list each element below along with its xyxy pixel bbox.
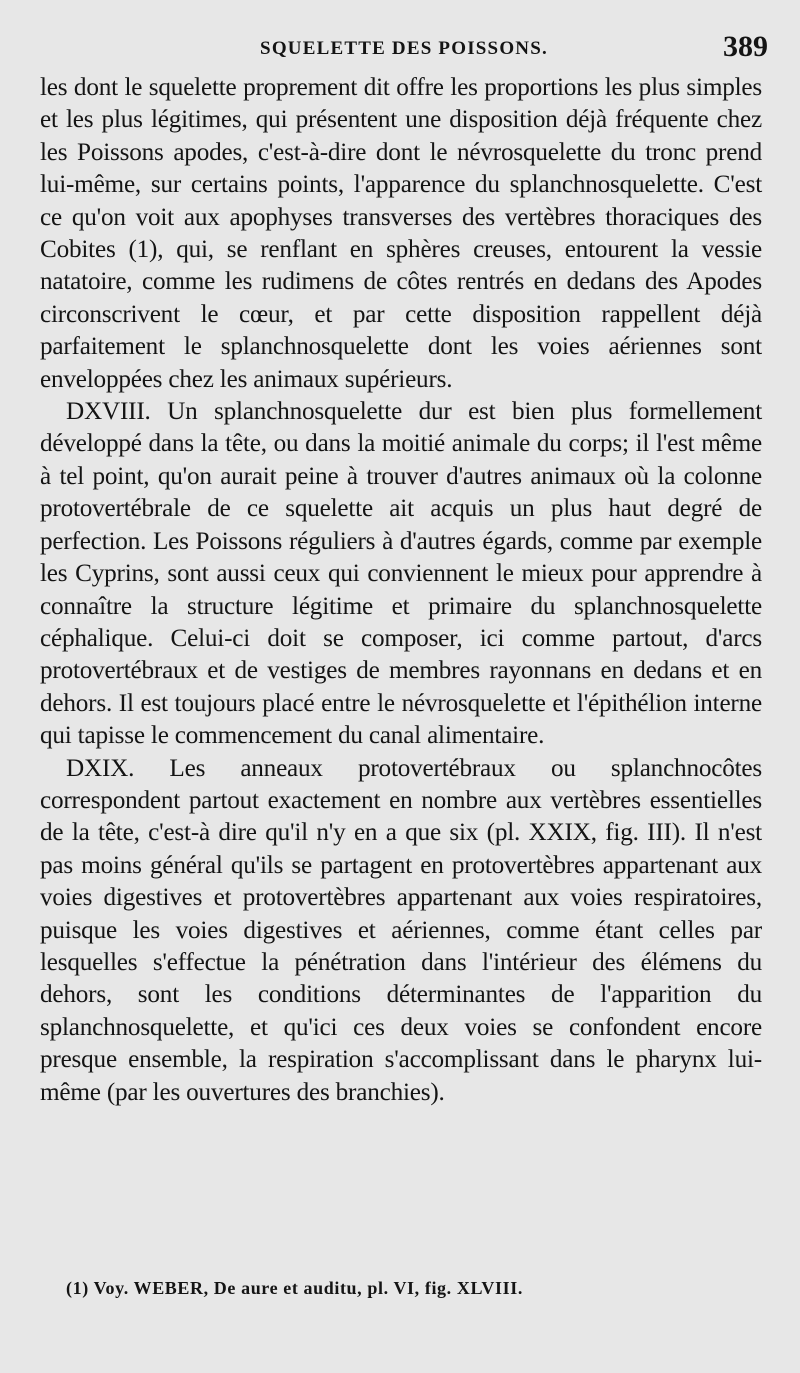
footnote: (1) Voy. WEBER, De aure et auditu, pl. VI, fig. XLVIII. — [66, 1278, 523, 1298]
page-number: 389 — [723, 30, 768, 63]
running-title: SQUELETTE DES POISSONS. — [260, 38, 548, 59]
body-text — [40, 72, 762, 1109]
paragraph-dxix: DXIX. Les anneaux protovertébraux ou splanchnocôtes correspondent partout exactement en nombre aux vertèbres essentielles de la tête, c'est-à dire qu'il n'y en a que six (pl. XXIX, fig. III). Il n'est pas moins général qu'ils se partagent en protovertèbres appartenant aux voies digestives et protovertèbres appartenant aux voies respiratoires, puisque les voies digestives et aériennes, comme étant celles par lesquelles s'effectue la pénétration dans l'intérieur des élémens du dehors, sont les conditions déterminantes de l'apparition du splanchnosquelette, et qu'ici ces deux voies se confondent encore presque ensemble, la respiration s'accomplissant dans le pharynx lui-même (par les ouvertures des branchies). — [40, 754, 762, 1106]
paragraph-dxviii: DXVIII. Un splanchnosquelette dur est bien plus formellement développé dans la tête, ou dans la moitié animale du corps; il l'est même à tel point, qu'on aurait peine à trouver d'autres animaux où la colonne protovertébrale de ce squelette ait acquis un plus haut degré de perfection. Les Poissons réguliers à d'autres égards, comme par exemple les Cyprins, sont aussi ceux qui conviennent le mieux pour apprendre à connaître la structure légitime et primaire du splanchnosquelette céphalique. Celui-ci doit se composer, ici comme partout, d'arcs protovertébraux et de vestiges de membres rayonnans en dedans et en dehors. Il est toujours placé entre le névrosquelette et l'épithélion interne qui tapisse le commencement du canal alimentaire. — [40, 398, 762, 750]
paragraph-continuation: les dont le squelette proprement dit offre les proportions les plus simples et les plus légitimes, qui présentent une disposition déjà fréquente chez les Poissons apodes, c'est-à-dire dont le névrosquelette du tronc prend lui-même, sur certains points, l'apparence du splanchnosquelette. C'est ce qu'on voit aux apophyses transverses des vertèbres thoraciques des Cobites (1), qui, se renflant en sphères creuses, entourent la vessie natatoire, comme les rudimens de côtes rentrés en dedans des Apodes circonscrivent le cœur, et par cette disposition rappellent déjà parfaitement le splanchnosquelette dont les voies aériennes sont enveloppées chez les animaux supérieurs. — [40, 74, 762, 393]
running-head — [40, 30, 768, 70]
